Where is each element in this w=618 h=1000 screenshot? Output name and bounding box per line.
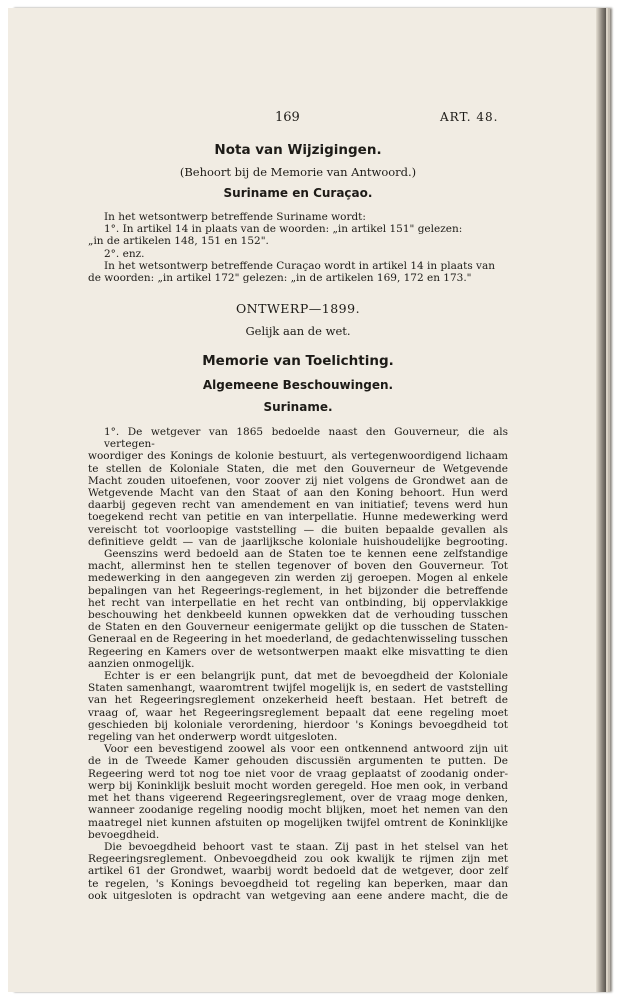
text-line: vraag of, waar het Regeeringsreglement bepaalt dat eene regeling moet (88, 706, 508, 719)
text-line: Geenszins werd bedoeld aan de Staten toe te kennen eene zelfstandige (104, 548, 508, 561)
text-line: van het Regeeringsreglement onzekerheid heeft bestaan. Het betreft de (88, 694, 508, 707)
text-line: ook uitgesloten is opdracht van wetgeving aan eene andere macht, die de (88, 889, 508, 902)
text-line: de in de Tweede Kamer gehouden discussiën argumenten te putten. De (88, 755, 508, 768)
text-line: wanneer zoodanige regeling noodig mocht blijken, moet het nemen van den (88, 804, 508, 817)
text-line: geschieden bij koloniale verordening, hierdoor 's Konings bevoegdheid tot (88, 718, 508, 731)
text-line: met het thans vigeerend Regeeringsreglement, over de vraag moge denken, (88, 792, 508, 805)
text-line: daarbij gegeven recht van amendement en van initiatief; tevens werd hun (88, 499, 508, 512)
text-line: regeling van het onderwerp wordt uitgesloten. (88, 731, 338, 744)
page-number: 169 (275, 110, 300, 125)
text-line: Regeeringsreglement. Onbevoegdheid zou ook kwalijk te rijmen zijn met (88, 853, 508, 866)
text-line: Regeering en Kamers over de wetsontwerpen maakt elke misvatting te dien (88, 645, 508, 658)
ontwerp-title: ONTWERP—1899. (235, 301, 361, 316)
text-line: Echter is er een belangrijk punt, dat met de bevoegdheid der Koloniale (104, 670, 508, 683)
ontwerp-subtitle: Gelijk aan de wet. (245, 324, 351, 338)
text-line: Staten samenhangt, waaromtrent twijfel mogelijk is, en sedert de vaststelling (88, 682, 508, 695)
text-line: vereischt tot voorloopige vaststelling — die buiten bepaalde gevallen als (88, 523, 508, 536)
memorie-heading: Algemeene Beschouwingen. (202, 378, 394, 392)
text-line: het recht van interpellatie en het recht van ontbinding, bij oppervlakkige (88, 596, 508, 609)
article-number: ART. 48. (440, 110, 499, 124)
text-line: Voor een bevestigend zoowel als voor een ontkennend antwoord zijn uit (104, 743, 508, 756)
text-line: Die bevoegdheid behoort vast te staan. Zij past in het stelsel van het (104, 840, 508, 853)
text-line: Macht zouden uitoefenen, voor zoover zij niet volgens de Grondwet aan de (88, 474, 508, 487)
text-line: medewerking in den aangegeven zin werden zij geroepen. Mogen al enkele (88, 572, 508, 585)
text-line: definitieve geldt — van de jaarlijksche koloniale huishoudelijke begrooting. (88, 535, 508, 548)
nota-section: Suriname en Curaçao. (223, 186, 373, 200)
text-line: In het wetsontwerp betreffende Suriname wordt: (104, 211, 366, 223)
text-line: de Staten en den Gouverneur eenigermate gelijkt op die tusschen de Staten- (88, 621, 508, 634)
text-line: 1°. De wetgever van 1865 bedoelde naast den Gouverneur, die als vertegen- (104, 426, 508, 451)
text-line: aanzien onmogelijk. (88, 657, 195, 670)
text-line: de woorden: „in artikel 172" gelezen: „in de artikelen 169, 172 en 173." (88, 272, 472, 285)
text-line: toegekend recht van petitie en van interpellatie. Hunne medewerking werd (88, 511, 508, 524)
text-line: bepalingen van het Regeerings-reglement, in het bijzonder die betreffende (88, 584, 508, 597)
book-page (8, 8, 606, 992)
text-line: maatregel niet kunnen afstuiten op mogelijken twijfel omtrent de Koninklijke (88, 816, 508, 829)
text-line: 1°. In artikel 14 in plaats van de woorden: „in artikel 151" gelezen: (104, 223, 463, 236)
text-line: In het wetsontwerp betreffende Curaçao wordt in artikel 14 in plaats van (104, 259, 495, 272)
text-line: beschouwing het denkbeeld kunnen opwekken dat de verhouding tusschen (88, 609, 508, 622)
text-line: Regeering werd tot nog toe niet voor de vraag geplaatst of zoodanig onder- (88, 767, 508, 780)
text-line: artikel 61 der Grondwet, waarbij wordt bedoeld dat de wetgever, door zelf (88, 865, 508, 878)
page-edge (596, 8, 606, 992)
text-line: bevoegdheid. (88, 828, 160, 841)
memorie-title: Memorie van Toelichting. (202, 353, 394, 369)
text-line: „in de artikelen 148, 151 en 152". (88, 235, 269, 248)
text-line: Generaal en de Regeering in het moederland, de gedachtenwisseling tusschen (88, 633, 508, 646)
text-line: macht, allerminst hen te stellen tegenover of boven den Gouverneur. Tot (88, 560, 508, 573)
text-line: werp bij Koninklijk besluit mocht worden geregeld. Hoe men ook, in verband (88, 779, 508, 792)
text-line: te stellen de Koloniale Staten, die met den Gouverneur de Wetgevende (88, 462, 508, 475)
nota-title: Nota van Wijzigingen. (214, 142, 382, 158)
nota-subtitle: (Behoort bij de Memorie van Antwoord.) (179, 165, 417, 179)
text-line: 2°. enz. (104, 247, 145, 260)
text-line: woordiger des Konings de kolonie bestuurt, als vertegenwoordigend lichaam (88, 450, 508, 463)
memorie-body (88, 426, 508, 902)
nota-body (88, 211, 508, 284)
memorie-section: Suriname. (263, 400, 333, 414)
text-line: te regelen, 's Konings bevoegdheid tot regeling kan beperken, maar dan (88, 877, 508, 890)
text-line: Wetgevende Macht van den Staat of aan den Koning behoort. Hun werd (88, 487, 508, 500)
